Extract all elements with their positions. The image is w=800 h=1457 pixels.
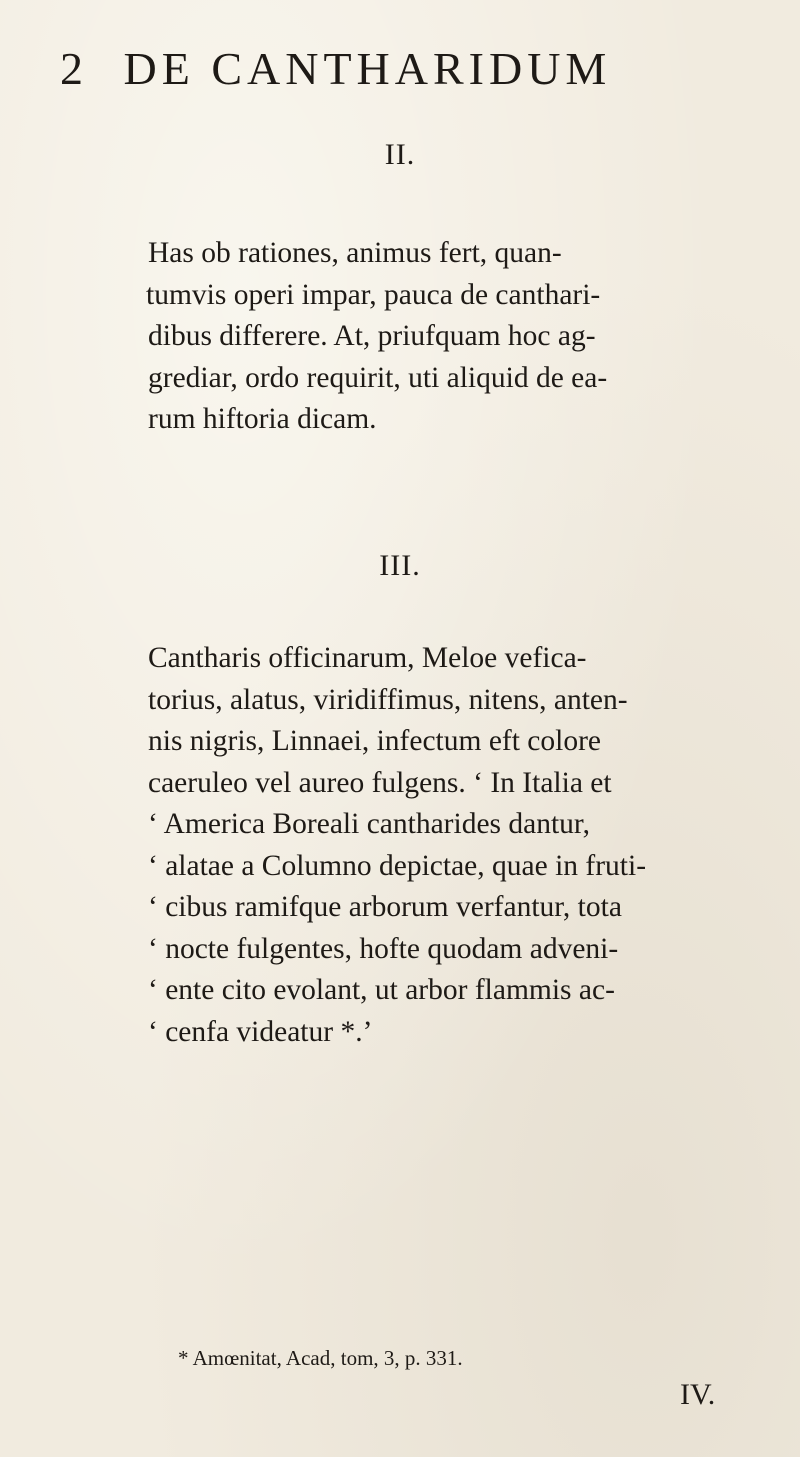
text-line: dibus differere. At, priufquam hoc ag-: [148, 320, 596, 352]
section-number-ii: II.: [384, 138, 416, 171]
section-number-iii: III.: [379, 549, 421, 582]
catchword: IV.: [680, 1378, 716, 1411]
text-line: Has ob rationes, animus fert, quan-: [148, 237, 562, 269]
running-title: DE CANTHARIDUM: [123, 43, 612, 94]
text-line: tumvis operi impar, pauca de canthari-: [146, 278, 601, 311]
paragraph-section-iii: [148, 638, 646, 1053]
text-line: torius, alatus, viridiffimus, nitens, anten-: [148, 683, 628, 716]
footnote: * Amœnitat, Acad, tom, 3, p. 331.: [178, 1346, 463, 1370]
text-line: ‘ ente cito evolant, ut arbor flammis ac-: [148, 974, 615, 1006]
text-line: ‘ America Boreali cantharides dantur,: [148, 808, 590, 840]
text-line: ‘ alatae a Columno depictae, quae in fruti-: [148, 849, 647, 882]
text-line: Cantharis officinarum, Meloe vefica-: [148, 642, 587, 674]
text-line: rum hiftoria dicam.: [148, 403, 377, 435]
running-header: [60, 42, 760, 95]
paragraph-section-ii: [148, 233, 607, 441]
text-line: caeruleo vel aureo fulgens. ‘ In Italia et: [148, 766, 612, 799]
text-line: nis nigris, Linnaei, infectum eft colore: [148, 725, 602, 757]
text-line: ‘ cenfa videatur *.’: [148, 1015, 373, 1048]
text-line: grediar, ordo requirit, uti aliquid de ea-: [148, 361, 608, 394]
text-line: ‘ cibus ramifque arborum verfantur, tota: [148, 891, 622, 923]
text-line: ‘ nocte fulgentes, hofte quodam adveni-: [148, 932, 619, 965]
page-number: 2: [60, 43, 87, 94]
